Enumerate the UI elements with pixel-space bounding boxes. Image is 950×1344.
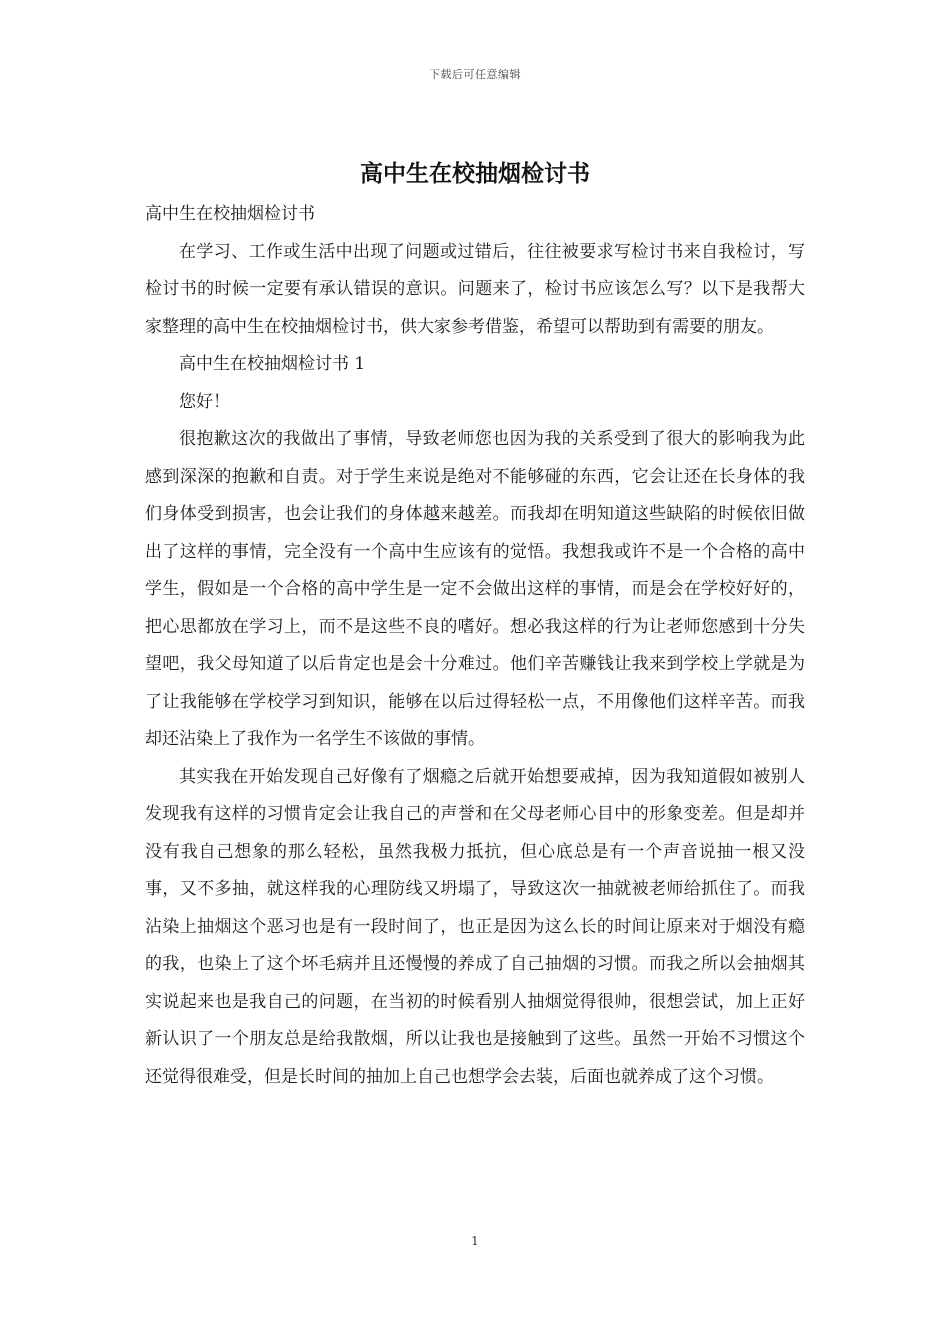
body-paragraph: 很抱歉这次的我做出了事情，导致老师您也因为我的关系受到了很大的影响我为此感到深深的抱歉和自责。对于学生来说是绝对不能够碰的东西，它会让还在长身体的我们身体受到损害，也会让我们的身体越来越差。而我却在明知道这些缺陷的时候依旧做出了这样的事情，完全没有一个高中生应该有的觉悟。我想我或许不是一个合格的高中学生，假如是一个合格的高中学生是一定不会做出这样的事情，而是会在学校好好的，把心思都放在学习上，而不是这些不良的嗜好。想必我这样的行为让老师您感到十分失望吧，我父母知道了以后肯定也是会十分难过。他们辛苦赚钱让我来到学校上学就是为了让我能够在学校学习到知识，能够在以后过得轻松一点，不用像他们这样辛苦。而我却还沾染上了我作为一名学生不该做的事情。	[145, 429, 805, 749]
intro-paragraph: 在学习、工作或生活中出现了问题或过错后，往往被要求写检讨书来自我检讨，写检讨书的时候一定要有承认错误的意识。问题来了，检讨书应该怎么写？以下是我帮大家整理的高中生在校抽烟检讨书，供大家参考借鉴，希望可以帮助到有需要的朋友。	[145, 241, 805, 337]
page-number: 1	[471, 1234, 479, 1248]
salutation: 您好！	[179, 391, 230, 412]
section-heading: 高中生在校抽烟检讨书 1	[179, 354, 366, 374]
document-body	[145, 196, 805, 1096]
header-note: 下载后可任意编辑	[429, 68, 521, 81]
document-title: 高中生在校抽烟检讨书	[360, 160, 590, 187]
body-paragraph: 其实我在开始发现自己好像有了烟瘾之后就开始想要戒掉，因为我知道假如被别人发现我有这样的习惯肯定会让我自己的声誉和在父母老师心目中的形象变差。但是却并没有我自己想象的那么轻松，虽然我极力抵抗，但心底总是有一个声音说抽一根又没事，又不多抽，就这样我的心理防线又坍塌了，导致这次一抽就被老师给抓住了。而我沾染上抽烟这个恶习也是有一段时间了，也正是因为这么长的时间让原来对于烟没有瘾的我，也染上了这个坏毛病并且还慢慢的养成了自己抽烟的习惯。而我之所以会抽烟其实说起来也是我自己的问题，在当初的时候看别人抽烟觉得很帅，很想尝试，加上正好新认识了一个朋友总是给我散烟，所以让我也是接触到了这些。虽然一开始不习惯这个还觉得很难受，但是长时间的抽加上自己也想学会去装，后面也就养成了这个习惯。	[145, 766, 805, 1087]
document-subtitle: 高中生在校抽烟检讨书	[145, 204, 315, 224]
